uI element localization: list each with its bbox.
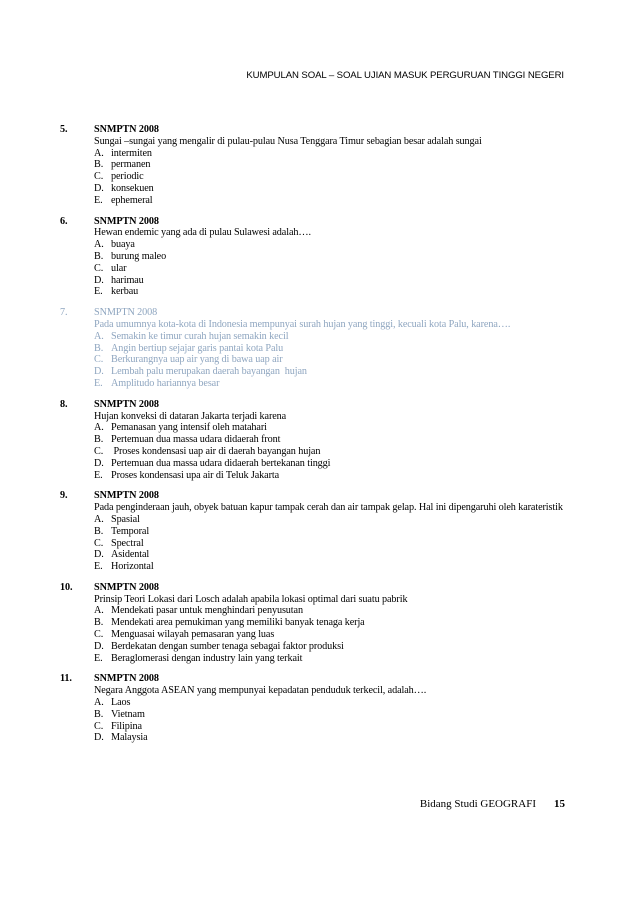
option-text: Vietnam <box>111 708 145 720</box>
option-letter: B. <box>94 708 104 720</box>
option-text: Proses kondensasi uap air di daerah bayangan hujan <box>111 445 321 457</box>
option-text: Horizontal <box>111 561 154 573</box>
answer-option <box>94 331 638 343</box>
question-stem: Pada umumnya kota-kota di Indonesia mempunyai surah hujan yang tinggi, kecuali kota Palu, karena…. <box>94 318 511 330</box>
option-letter: A. <box>94 605 104 617</box>
option-letter: C. <box>94 445 104 457</box>
answer-option <box>94 354 638 366</box>
answer-option <box>94 641 638 653</box>
option-text: Mendekati pasar untuk menghindari penyusutan <box>111 605 303 617</box>
option-text: permanen <box>111 159 151 171</box>
option-text: Spectral <box>111 537 144 549</box>
option-letter: C. <box>94 629 104 641</box>
answer-option <box>94 617 638 629</box>
option-letter: E. <box>94 286 103 298</box>
answer-option <box>94 434 638 446</box>
question-stem: Hujan konveksi di dataran Jakarta terjadi karena <box>94 410 287 422</box>
option-letter: C. <box>94 262 104 274</box>
question-item <box>0 673 638 744</box>
option-text: Angin bertiup sejajar garis pantai kota Palu <box>111 342 284 354</box>
option-text: Lembah palu merupakan daerah bayangan hujan <box>111 366 307 378</box>
page-number: 15 <box>554 798 565 810</box>
option-letter: B. <box>94 159 104 171</box>
option-text: ular <box>111 262 127 274</box>
option-letter: E. <box>94 377 103 389</box>
answer-option <box>94 629 638 641</box>
answer-option <box>94 721 638 733</box>
answer-option <box>94 526 638 538</box>
option-text: Spasial <box>111 513 140 525</box>
option-letter: A. <box>94 330 104 342</box>
answer-option <box>94 538 638 550</box>
option-letter: E. <box>94 652 103 664</box>
option-text: Pertemuan dua massa udara didaerah front <box>111 434 281 446</box>
answer-option <box>94 239 638 251</box>
question-item <box>0 307 638 390</box>
answer-option <box>94 732 638 744</box>
option-text: Berdekatan dengan sumber tenaga sebagai faktor produksi <box>111 640 344 652</box>
answer-option <box>94 549 638 561</box>
option-letter: D. <box>94 732 104 744</box>
answer-option <box>94 653 638 665</box>
page-header: KUMPULAN SOAL – SOAL UJIAN MASUK PERGURUAN TINGGI NEGERI <box>246 70 564 81</box>
answer-option <box>94 148 638 160</box>
option-text: Semakin ke timur curah hujan semakin kecil <box>111 330 289 342</box>
option-text: Beraglomerasi dengan industry lain yang terkait <box>111 652 303 664</box>
option-letter: A. <box>94 147 104 159</box>
option-text: kerbau <box>111 286 139 298</box>
question-source: SNMPTN 2008 <box>94 490 159 502</box>
answer-option <box>94 422 638 434</box>
question-number: 11. <box>60 673 72 685</box>
option-text: Pertemuan dua massa udara didaerah bertekanan tinggi <box>111 457 331 469</box>
answer-option <box>94 171 638 183</box>
option-letter: C. <box>94 537 104 549</box>
option-letter: D. <box>94 366 104 378</box>
answer-option <box>94 251 638 263</box>
answer-option <box>94 343 638 355</box>
answer-option <box>94 470 638 482</box>
question-stem: Prinsip Teori Lokasi dari Losch adalah apabila lokasi optimal dari suatu pabrik <box>94 593 408 605</box>
option-letter: D. <box>94 457 104 469</box>
question-source: SNMPTN 2008 <box>94 215 159 227</box>
page-footer <box>300 798 565 810</box>
question-number: 8. <box>60 398 68 410</box>
question-item <box>0 399 638 482</box>
option-letter: D. <box>94 182 104 194</box>
answer-option <box>94 697 638 709</box>
question-stem: Negara Anggota ASEAN yang mempunyai kepadatan penduduk terkecil, adalah…. <box>94 685 427 697</box>
option-text: Menguasai wilayah pemasaran yang luas <box>111 629 275 641</box>
question-item <box>0 124 638 207</box>
option-letter: A. <box>94 239 104 251</box>
question-stem: Sungai –sungai yang mengalir di pulau-pulau Nusa Tenggara Timur sebagian besar adalah sungai <box>94 135 482 147</box>
question-item <box>0 582 638 665</box>
answer-option <box>94 378 638 390</box>
option-text: intermiten <box>111 147 152 159</box>
question-number: 5. <box>60 124 68 135</box>
answer-option <box>94 605 638 617</box>
answer-option <box>94 275 638 287</box>
answer-option <box>94 366 638 378</box>
question-item <box>0 216 638 299</box>
answer-option <box>94 514 638 526</box>
option-text: Malaysia <box>111 732 148 744</box>
option-text: Asidental <box>111 549 150 561</box>
option-text: harimau <box>111 274 144 286</box>
question-source: SNMPTN 2008 <box>94 673 159 685</box>
question-stem: Pada penginderaan jauh, obyek batuan kapur tampak cerah dan air tampak gelap. Hal ini dipengaruhi oleh karateristik <box>94 502 563 514</box>
option-text: Amplitudo hariannya besar <box>111 377 220 389</box>
answer-option <box>94 446 638 458</box>
option-text: Laos <box>111 697 131 709</box>
option-text: Temporal <box>111 525 150 537</box>
footer-subject: Bidang Studi GEOGRAFI <box>419 798 536 810</box>
option-letter: E. <box>94 194 103 206</box>
answer-option <box>94 263 638 275</box>
option-letter: A. <box>94 422 104 434</box>
option-letter: B. <box>94 617 104 629</box>
answer-option <box>94 159 638 171</box>
option-text: burung maleo <box>111 250 167 262</box>
answer-option <box>94 286 638 298</box>
question-list <box>0 124 638 753</box>
question-source: SNMPTN 2008 <box>94 307 158 319</box>
option-letter: B. <box>94 525 104 537</box>
option-letter: B. <box>94 250 104 262</box>
answer-option <box>94 561 638 573</box>
option-letter: E. <box>94 469 103 481</box>
option-text: buaya <box>111 239 135 251</box>
option-letter: D. <box>94 549 104 561</box>
option-letter: D. <box>94 274 104 286</box>
option-text: Berkurangnya uap air yang di bawa uap air <box>111 354 283 366</box>
option-text: periodic <box>111 171 144 183</box>
answer-option <box>94 709 638 721</box>
option-letter: A. <box>94 513 104 525</box>
option-letter: D. <box>94 640 104 652</box>
option-letter: C. <box>94 171 104 183</box>
question-source: SNMPTN 2008 <box>94 581 159 593</box>
answer-option <box>94 458 638 470</box>
answer-option <box>94 183 638 195</box>
option-letter: C. <box>94 354 104 366</box>
option-text: konsekuen <box>111 182 154 194</box>
option-text: Proses kondensasi upa air di Teluk Jakarta <box>111 469 280 481</box>
question-stem: Hewan endemic yang ada di pulau Sulawesi adalah…. <box>94 227 311 239</box>
question-source: SNMPTN 2008 <box>94 398 159 410</box>
question-number: 6. <box>60 215 68 227</box>
option-letter: B. <box>94 434 104 446</box>
option-text: Mendekati area pemukiman yang memiliki banyak tenaga kerja <box>111 617 365 629</box>
answer-option <box>94 195 638 207</box>
question-source: SNMPTN 2008 <box>94 124 159 135</box>
option-text: Filipina <box>111 720 142 732</box>
option-text: Pemanasan yang intensif oleh matahari <box>111 422 267 434</box>
option-letter: A. <box>94 697 104 709</box>
question-number: 7. <box>60 307 68 319</box>
option-letter: C. <box>94 720 104 732</box>
option-text: ephemeral <box>111 194 153 206</box>
question-item <box>0 490 638 573</box>
question-number: 10. <box>60 581 73 593</box>
option-letter: B. <box>94 342 104 354</box>
option-letter: E. <box>94 561 103 573</box>
question-number: 9. <box>60 490 68 502</box>
